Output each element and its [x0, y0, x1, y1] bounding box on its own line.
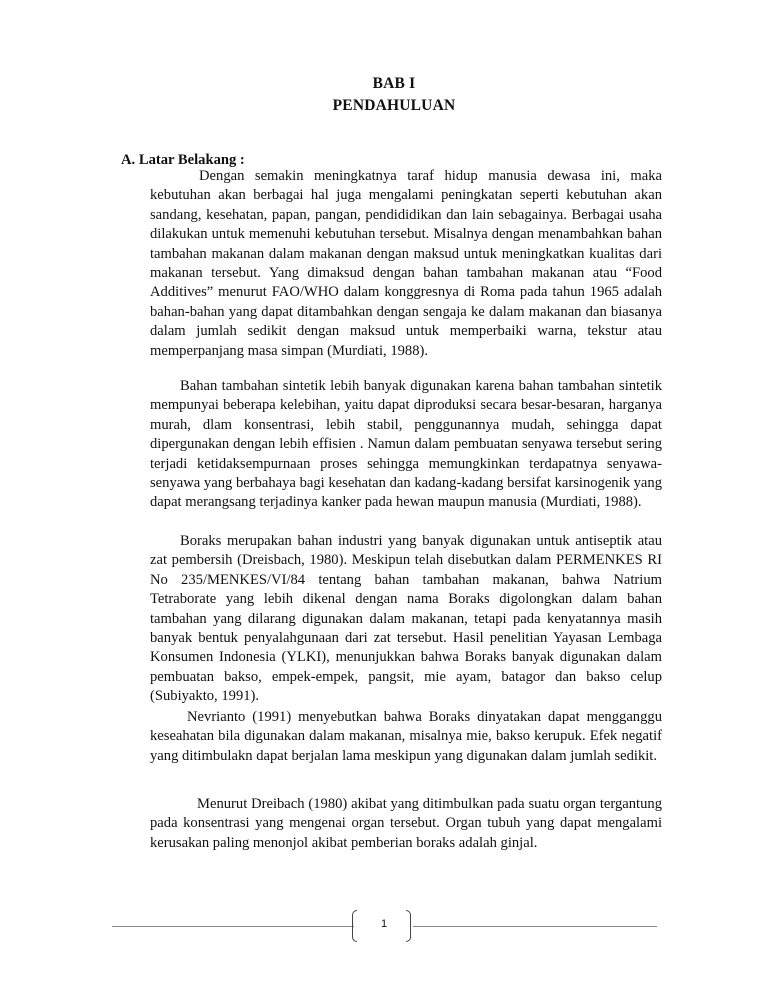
- paragraph-3: Boraks merupakan bahan industri yang banyak digunakan untuk antiseptik atau zat pembersih (Dreisbach, 1980). Meskipun telah disebutkan dalam PERMENKES RI No 235/MENKES/VI/84 tentang bahan tambahan makanan, bahwa Natrium Tetraborate yang lebih dikenal dengan nama Boraks digolongkan dalam bahan tambahan yang dilarang digunakan dalam makanan, tetapi pada kenyatannya masih banyak bentuk penyalahgunaan dari zat tersebut. Hasil penelitian Yayasan Lembaga Konsumen Indonesia (YLKI), menunjukkan bahwa Boraks banyak digunakan dalam pembuatan bakso, empek-empek, pangsit, mie ayam, batagor dan bakso celup (Subiyakto, 1991).: [150, 533, 662, 705]
- chapter-number: BAB I: [372, 75, 416, 92]
- page-number-bracket-right: [406, 910, 411, 942]
- footer-rule-right: [413, 926, 657, 927]
- page-number-bracket-left: [352, 910, 357, 942]
- paragraph-2: Bahan tambahan sintetik lebih banyak digunakan karena bahan tambahan sintetik mempunyai beberapa kelebihan, yaitu dapat diproduksi secara besar-besaran, harganya murah, dlam konsentrasi, lebih stabil, penggunannya mudah, sehingga dapat dipergunakan dengan lebih effisien . Namun dalam pembuatan senyawa tersebut sering terjadi ketidaksempurnaan proses sehingga memungkinkan terdapatnya senyawa-senyawa yang berbahaya bagi kesehatan dan kadang-kadang bersifat karsinogenik yang dapat merangsang terjadinya kanker pada hewan maupun manusia (Murdiati, 1988).: [150, 378, 662, 511]
- footer-rule-left: [112, 926, 354, 927]
- page-number: 1: [380, 918, 388, 930]
- chapter-title: PENDAHULUAN: [332, 97, 456, 114]
- paragraph-4: Nevrianto (1991) menyebutkan bahwa Boraks dinyatakan dapat mengganggu keseahatan bila digunakan dalam makanan, misalnya mie, bakso kerupuk. Efek negatif yang ditimbulakn dapat berjalan lama meskipun yang digunakan dalam jumlah sedikit.: [150, 709, 662, 764]
- paragraph-1: Dengan semakin meningkatnya taraf hidup manusia dewasa ini, maka kebutuhan akan berbagai hal juga mengalami peningkatan seperti kebutuhan akan sandang, kesehatan, papan, pangan, pendididikan dan lain sebagainya. Berbagai usaha dilakukan untuk memenuhi kebutuhan tersebut. Misalnya dengan menambahkan bahan tambahan makanan dalam makanan dengan maksud untuk meningkatkan kualitas dari makanan tersebut. Yang dimaksud dengan bahan tambahan makanan atau “Food Additives” menurut FAO/WHO dalam konggresnya di Roma pada tahun 1965 adalah bahan-bahan yang dapat ditambahkan dengan sengaja ke dalam makanan dan biasanya dalam jumlah sedikit dengan maksud untuk memperbaiki warna, tekstur atau memperpanjang masa simpan (Murdiati, 1988).: [150, 168, 662, 359]
- paragraph-5: Menurut Dreibach (1980) akibat yang ditimbulkan pada suatu organ tergantung pada konsentrasi yang mengenai organ tersebut. Organ tubuh yang dapat mengalami kerusakan paling menonjol akibat pemberian boraks adalah ginjal.: [150, 796, 662, 851]
- section-heading: A. Latar Belakang :: [121, 152, 245, 168]
